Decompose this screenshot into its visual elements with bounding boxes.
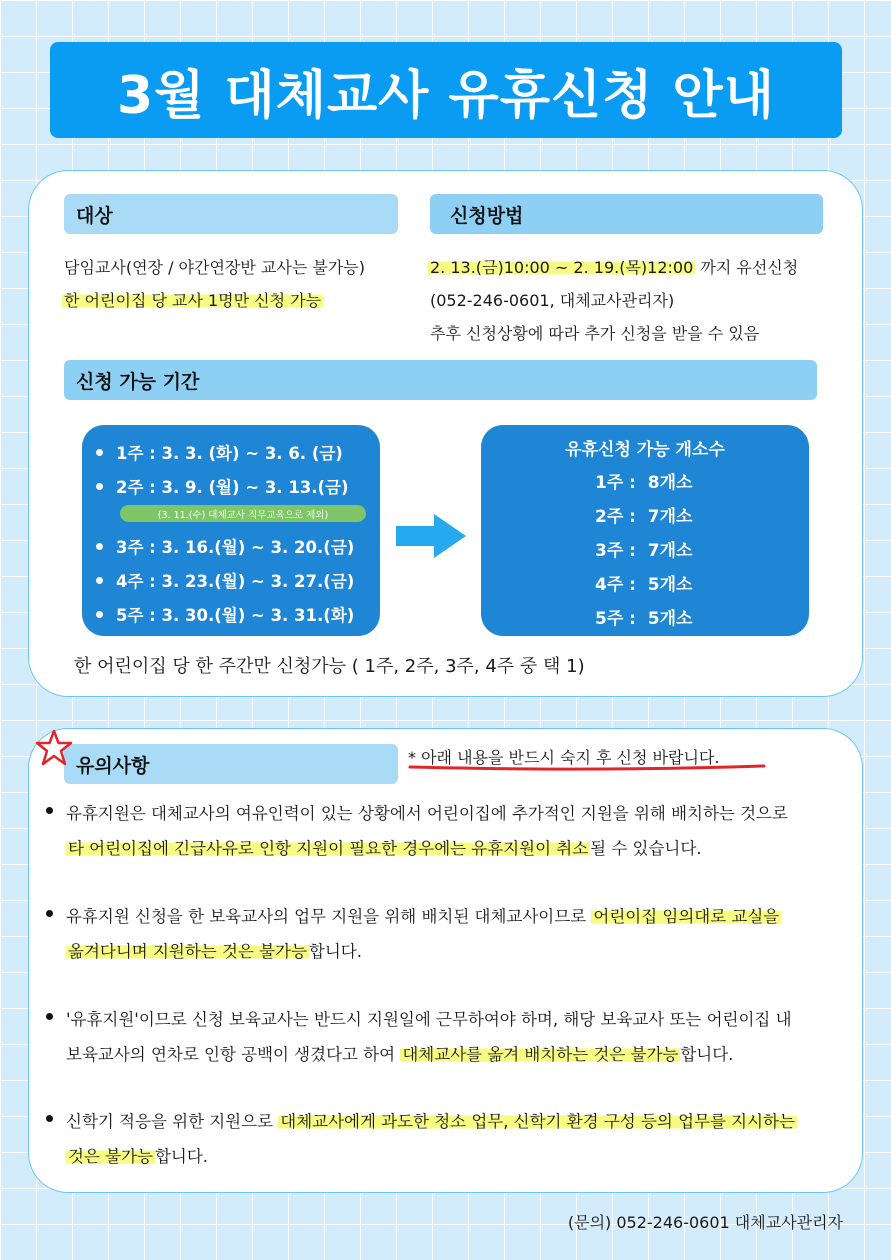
red-underline (408, 760, 768, 774)
notice-item-3-line-1: '유휴지원'이므로 신청 보육교사는 반드시 지원일에 근무하여야 하며, 해당 보육교사 또는 어린이집 내 (66, 1010, 792, 1029)
notice-label: 유의사항 (64, 744, 398, 784)
notice-item-2-line-1: 유휴지원 신청을 한 보육교사의 업무 지원을 위해 배치된 대체교사이므로 어린이집 임의대로 교실을 (66, 907, 780, 926)
notice-item-3-line-2: 보육교사의 연차로 인항 공백이 생겼다고 하여 대체교사를 옮겨 배치하는 것은 불가능 합니다. (66, 1045, 734, 1064)
notice-item-1-line-2: 타 어린이집에 긴급사유로 인항 지원이 필요한 경우에는 유휴지원이 취소 될 수 있습니다. (68, 839, 702, 858)
method-line-1: 2. 13.(금)10:00 ~ 2. 19.(목)12:00 까지 유선신청 (430, 258, 799, 277)
count-row: 2주 : 7개소 (595, 507, 693, 527)
notice-bullet (46, 910, 53, 917)
notice-item-4-line-1: 신학기 적응을 위한 지원으로 대체교사에게 과도한 청소 업무, 신학기 환경 구성 등의 업무를 지시하는 (66, 1112, 795, 1131)
method-line-3: 추후 신청상황에 따라 추가 신청을 받을 수 있음 (430, 324, 760, 343)
period-label: 신청 가능 기간 (64, 360, 817, 400)
notice-item-2-line-2: 옮겨다니며 지원하는 것은 불가능 합니다. (68, 942, 362, 961)
star-icon (34, 728, 74, 768)
method-line-2: (052-246-0601, 대체교사관리자) (430, 291, 675, 310)
title-banner (50, 42, 842, 138)
period-footer: 한 어린이집 당 한 주간만 신청가능 ( 1주, 2주, 3주, 4주 중 택 1) (74, 656, 585, 677)
arrow-right-icon (396, 514, 468, 558)
weeks-box (82, 425, 380, 636)
count-row: 5주 : 5개소 (595, 609, 693, 629)
notice-item-4-line-2: 것은 불가능 합니다. (68, 1147, 209, 1166)
counts-title: 유휴신청 가능 개소수 (565, 440, 725, 460)
notice-bullet (46, 1013, 53, 1020)
count-row: 1주 : 8개소 (595, 473, 693, 493)
notice-bullet (46, 807, 53, 814)
week-item: 1주 : 3. 3. (화) ~ 3. 6. (금) (96, 440, 343, 464)
contact-info: (문의) 052-246-0601 대체교사관리자 (567, 1213, 843, 1232)
week-item: 2주 : 3. 9. (월) ~ 3. 13.(금) (96, 474, 349, 498)
target-label: 대상 (64, 194, 398, 234)
notice-bullet (46, 1115, 53, 1122)
counts-box (481, 425, 809, 636)
week-note-badge: (3. 11.(수) 대체교사 직무교육으로 제외) (120, 505, 366, 522)
week-item: 3주 : 3. 16.(월) ~ 3. 20.(금) (96, 534, 354, 558)
page-title: 3월 대체교사 유휴신청 안내 (116, 65, 776, 126)
week-item: 4주 : 3. 23.(월) ~ 3. 27.(금) (96, 568, 354, 592)
method-label: 신청방법 (430, 194, 823, 234)
target-line-1: 담임교사(연장 / 야간연장반 교사는 불가능) (64, 258, 365, 277)
notice-header-note: * 아래 내용을 반드시 숙지 후 신청 바랍니다. (408, 748, 720, 767)
count-row: 4주 : 5개소 (595, 575, 693, 595)
target-line-2: 한 어린이집 당 교사 1명만 신청 가능 (64, 291, 322, 310)
week-item: 5주 : 3. 30.(월) ~ 3. 31.(화) (96, 602, 354, 626)
notice-item-1-line-1: 유휴지원은 대체교사의 여유인력이 있는 상황에서 어린이집에 추가적인 지원을 위해 배치하는 것으로 (66, 804, 788, 823)
count-row: 3주 : 7개소 (595, 541, 693, 561)
